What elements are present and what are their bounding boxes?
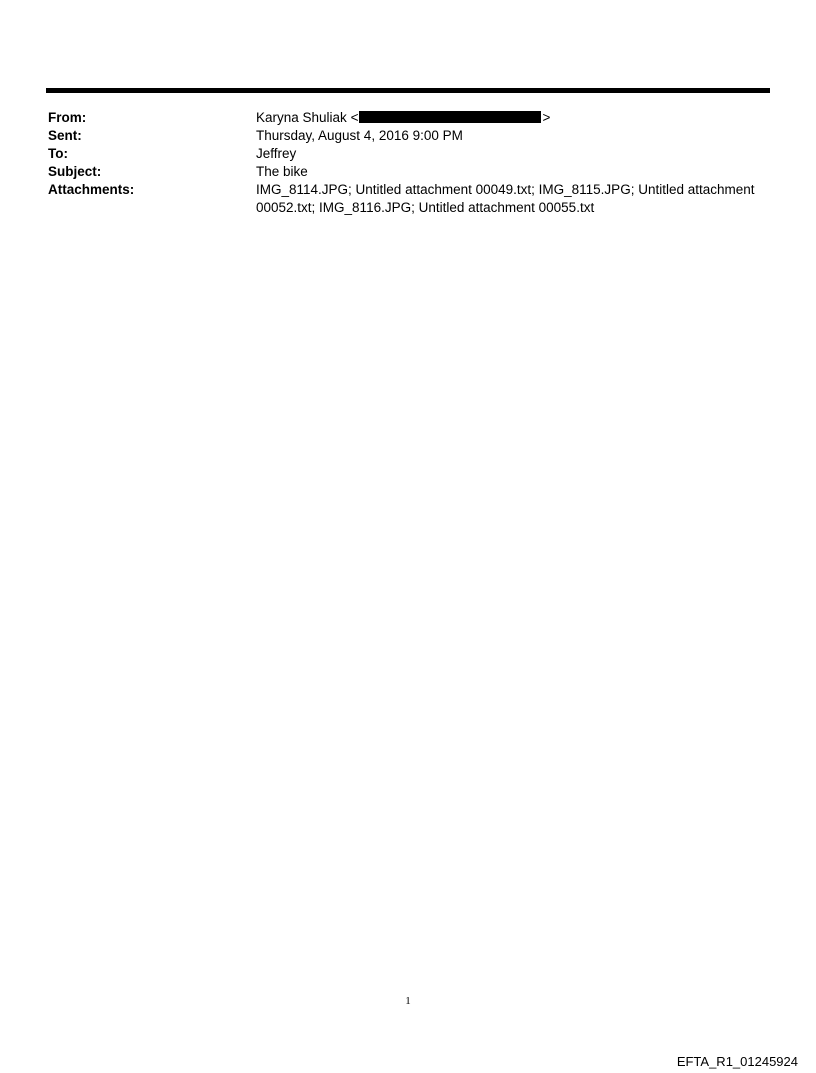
sent-label: Sent: bbox=[48, 128, 82, 143]
bates-number: EFTA_R1_01245924 bbox=[676, 1054, 798, 1069]
from-label: From: bbox=[48, 110, 87, 125]
attachments-row bbox=[48, 181, 768, 217]
from-value bbox=[256, 109, 768, 127]
to-row bbox=[48, 145, 768, 163]
subject-row bbox=[48, 163, 768, 181]
to-value: Jeffrey bbox=[256, 146, 297, 161]
attachments-line-2: 00052.txt; IMG_8116.JPG; Untitled attachment 00055.txt bbox=[256, 200, 595, 215]
attachments-line-1: IMG_8114.JPG; Untitled attachment 00049.txt; IMG_8115.JPG; Untitled attachment bbox=[256, 182, 755, 197]
sender-name: Karyna Shuliak bbox=[256, 110, 347, 125]
to-label: To: bbox=[48, 146, 68, 161]
redaction-block bbox=[359, 111, 541, 123]
email-header bbox=[48, 109, 768, 217]
subject-label: Subject: bbox=[48, 164, 102, 179]
email-open-bracket: < bbox=[350, 110, 359, 125]
from-row bbox=[48, 109, 768, 127]
sent-row bbox=[48, 127, 768, 145]
page-number: 1 bbox=[405, 995, 411, 1007]
email-close-bracket: > bbox=[542, 110, 551, 125]
sent-value: Thursday, August 4, 2016 9:00 PM bbox=[256, 128, 463, 143]
attachments-label: Attachments: bbox=[48, 182, 135, 197]
subject-value: The bike bbox=[256, 164, 308, 179]
header-rule bbox=[46, 88, 770, 93]
attachments-value bbox=[256, 181, 768, 217]
